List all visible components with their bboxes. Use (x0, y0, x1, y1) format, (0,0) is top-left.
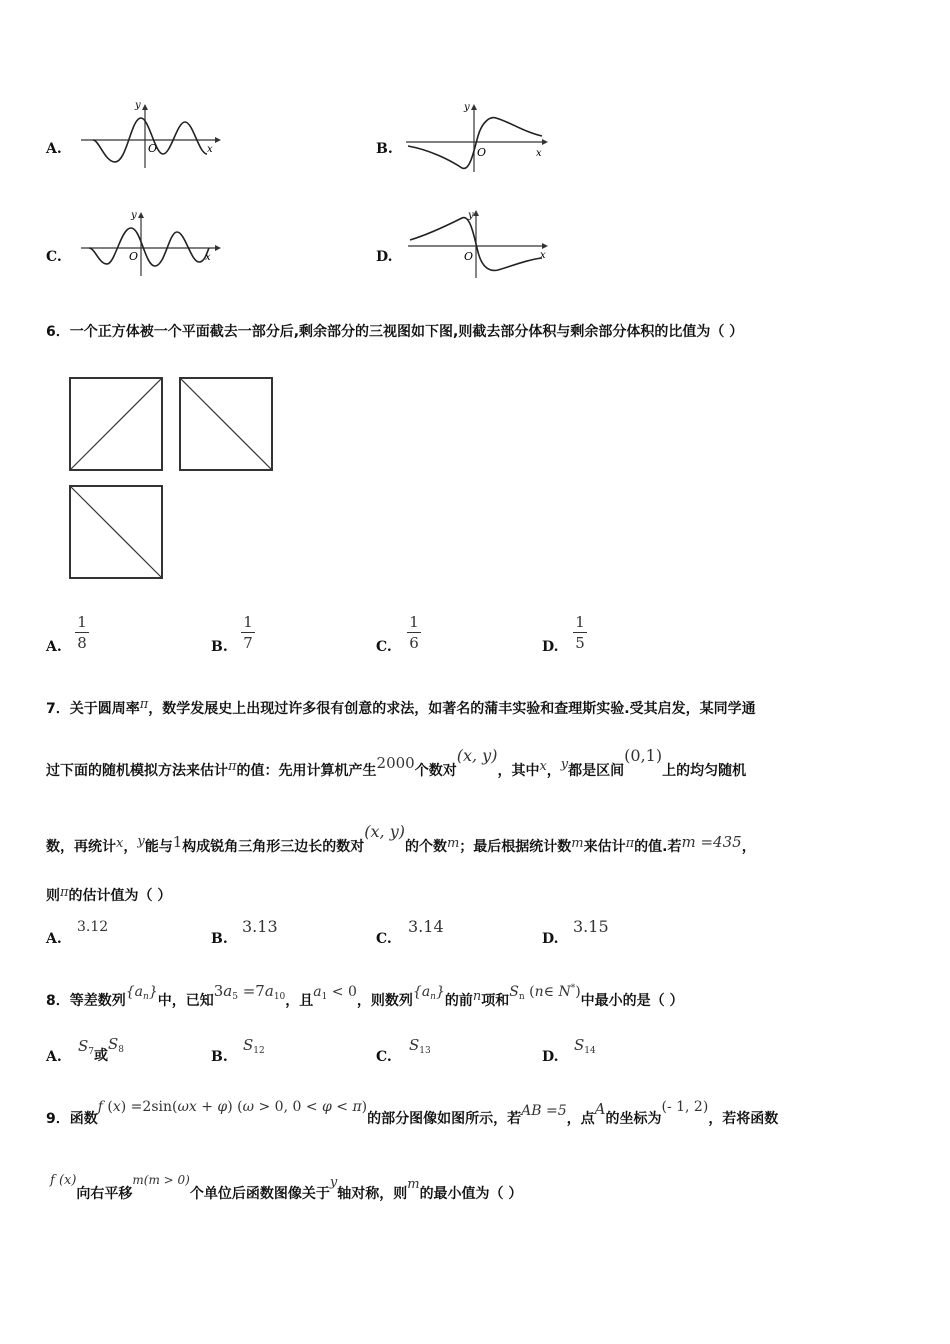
q8-stem: 8．等差数列$\{a_n\}$中，已知$3a_5 =7a_{10}$，且$a_1 < 0$，则数列$\{a_n\}$的前n项和$S_n$ (n∈ N*)中最小的是（ ） (46, 982, 684, 1009)
top-view (70, 486, 162, 578)
q7-option-b-label[interactable]: B. (211, 931, 228, 947)
q5-option-a-label[interactable]: A. (46, 141, 62, 157)
svg-text:O: O (477, 146, 487, 159)
q8-option-d-label[interactable]: D. (542, 1049, 559, 1065)
func-def: f (x) =2sin(ωx + φ) (ω > 0, 0 < φ < π) (97, 1099, 368, 1115)
q6-option-b-fraction[interactable]: 1 7 (241, 614, 255, 651)
q5-graph-d[interactable] (400, 206, 555, 282)
svg-text:x: x (540, 250, 546, 261)
q7-option-d-label[interactable]: D. (542, 931, 559, 947)
q6-option-c-label[interactable]: C. (376, 639, 392, 655)
q7-line-2: 过下面的随机模拟方法来估计π的值：先用计算机产生2000个数对(x, y)，其中x，y都是区间(0,1)上的均匀随机 (46, 746, 747, 779)
q9-line-2: f (x)向右平移m(m > 0)个单位后函数图像关于y轴对称，则m的最小值为（ ） (50, 1173, 523, 1202)
q7-option-c-value[interactable]: 3.14 (408, 917, 444, 936)
q5-graph-b[interactable] (400, 100, 555, 176)
q9-line-1: 9．函数f (x) =2sin(ωx + φ) (ω > 0, 0 < φ < π)的部分图像如图所示，若AB =5，点A的坐标为(- 1, 2)，若将函数 (46, 1099, 779, 1127)
seq-an: $\{a_n\}$ (125, 984, 158, 1002)
q7-option-a-label[interactable]: A. (46, 931, 62, 947)
q7-line-3: 数，再统计x，y能与1构成锐角三角形三边长的数对(x, y)的个数m；最后根据统计数m来估计π的值.若m =435， (46, 822, 756, 855)
q8-option-d[interactable]: $S_{14}$ (574, 1036, 596, 1056)
q8-option-a[interactable]: $S_7$或$S_8$ (78, 1035, 125, 1064)
sum-sn: $S_n$ (n∈ N*) (509, 983, 581, 1002)
q5-option-d-label[interactable]: D. (376, 249, 393, 265)
q6-stem: 6．一个正方体被一个平面截去一部分后,剩余部分的三视图如下图,则截去部分体积与剩余部分体积的比值为（ ） (46, 324, 744, 340)
q8-option-a-label[interactable]: A. (46, 1049, 62, 1065)
svg-text:y: y (468, 210, 474, 221)
front-view (70, 378, 162, 470)
q6-option-d-fraction[interactable]: 1 5 (573, 614, 587, 651)
q5-graph-a[interactable] (75, 100, 225, 172)
q7-line-1: 7．关于圆周率π，数学发展史上出现过许多很有创意的求法，如著名的蒲丰实验和查理斯实验.受其启发，某同学通 (46, 697, 756, 717)
eq-3a5-7a10: $3a_5 =7a_{10}$ (213, 982, 286, 1002)
svg-text:y: y (464, 102, 470, 113)
q8-option-b[interactable]: $S_{12}$ (243, 1036, 265, 1056)
q6-option-c-fraction[interactable]: 1 6 (407, 614, 421, 651)
q8-option-c-label[interactable]: C. (376, 1049, 392, 1065)
q8-option-b-label[interactable]: B. (211, 1049, 228, 1065)
svg-text:O: O (464, 250, 474, 263)
q7-option-c-label[interactable]: C. (376, 931, 392, 947)
q5-option-c-label[interactable]: C. (46, 249, 62, 265)
q5-option-b-label[interactable]: B. (376, 141, 393, 157)
q6-option-b-label[interactable]: B. (211, 639, 228, 655)
svg-text:x: x (536, 148, 542, 159)
svg-text:x: x (207, 144, 213, 155)
q6-option-a-label[interactable]: A. (46, 639, 62, 655)
svg-text:x: x (205, 252, 211, 263)
q8-option-c[interactable]: $S_{13}$ (409, 1036, 431, 1056)
svg-text:O: O (129, 250, 139, 263)
q6-three-views-figure (66, 374, 281, 584)
q6-option-d-label[interactable]: D. (542, 639, 559, 655)
ineq-a1: $a_1 < 0$ (313, 984, 357, 1002)
q7-option-d-value[interactable]: 3.15 (573, 917, 609, 936)
q5-graph-c[interactable] (75, 208, 225, 280)
q7-option-b-value[interactable]: 3.13 (242, 917, 278, 936)
q7-option-a-value[interactable]: 3.12 (77, 919, 109, 935)
svg-text:y: y (135, 100, 141, 111)
q6-option-a-fraction[interactable]: 1 8 (75, 614, 89, 651)
side-view (180, 378, 272, 470)
q7-line-4: 则π的估计值为（ ） (46, 885, 172, 904)
seq-an-2: $\{a_n\}$ (412, 984, 445, 1002)
svg-text:y: y (131, 210, 137, 221)
svg-text:O: O (148, 142, 158, 155)
